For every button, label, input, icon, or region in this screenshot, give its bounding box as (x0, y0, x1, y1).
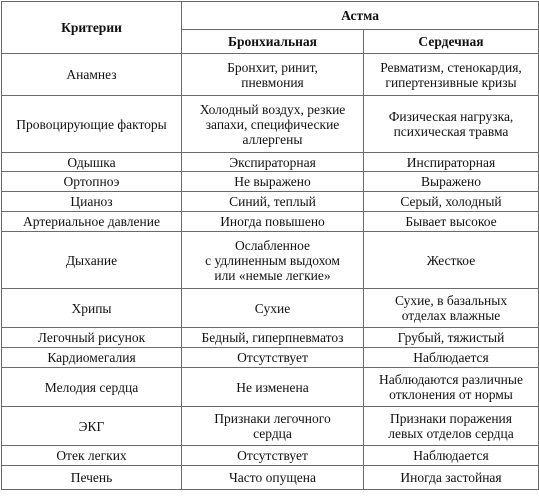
cell-text: Признаки легочного сердца (214, 411, 331, 441)
cell-text: Легочный рисунок (37, 330, 146, 345)
header-cardiac: Сердечная (364, 30, 539, 54)
cell-bronchial (182, 466, 364, 490)
cell-text: Кардиомегалия (47, 350, 136, 365)
cell-text: Не выражено (234, 174, 311, 189)
cell-text: Бывает высокое (405, 214, 497, 229)
cell-cardiac (364, 348, 539, 368)
cell-criterion (2, 192, 182, 212)
cell-criterion (2, 172, 182, 192)
cell-text: Бедный, гиперпневматоз (201, 330, 344, 345)
table-row (2, 446, 539, 466)
cell-criterion (2, 153, 182, 172)
cell-criterion (2, 407, 182, 446)
table-row (2, 348, 539, 368)
cell-cardiac (364, 172, 539, 192)
cell-text: Наблюдается (413, 448, 489, 463)
cell-text: Сухие (254, 300, 291, 316)
cell-bronchial (182, 172, 364, 192)
cell-cardiac (364, 407, 539, 446)
cell-cardiac (364, 192, 539, 212)
cell-cardiac (364, 446, 539, 466)
cell-text: Серый, холодный (400, 194, 502, 209)
table-row (2, 212, 539, 232)
cell-cardiac (364, 368, 539, 407)
cell-bronchial (182, 192, 364, 212)
cell-criterion (2, 54, 182, 96)
cell-cardiac (364, 212, 539, 232)
cell-bronchial (182, 153, 364, 172)
table-row (2, 289, 539, 328)
cell-text: Ревматизм, стенокардия, гипертензивные кризы (380, 59, 522, 90)
cell-text: Отсутствует (237, 350, 308, 365)
header-row-top (2, 2, 539, 30)
table-row (2, 368, 539, 407)
table-row (2, 466, 539, 490)
cell-cardiac (364, 153, 539, 172)
cell-bronchial (182, 368, 364, 407)
cell-text: Дыхание (65, 252, 118, 268)
header-criteria: Критерии (2, 2, 182, 54)
cell-text: Хрипы (71, 300, 112, 316)
cell-text: Отсутствует (237, 448, 308, 463)
table-row (2, 96, 539, 153)
cell-text: Экспираторная (229, 154, 316, 170)
cell-bronchial (182, 289, 364, 328)
cell-text: Жесткое (426, 252, 476, 268)
cell-text: Наблюдается (413, 350, 489, 365)
table-body (2, 54, 539, 490)
table-row (2, 192, 539, 212)
cell-text: Ортопноэ (63, 174, 120, 189)
table-row (2, 407, 539, 446)
cell-bronchial (182, 328, 364, 348)
cell-text: Выражено (421, 174, 481, 189)
cell-criterion (2, 328, 182, 348)
cell-criterion (2, 289, 182, 328)
cell-cardiac (364, 289, 539, 328)
comparison-table (1, 1, 539, 490)
cell-text: Наблюдаются различные отклонения от нормы (379, 372, 523, 402)
table-row (2, 153, 539, 172)
table-row (2, 232, 539, 289)
cell-bronchial (182, 212, 364, 232)
table-row (2, 172, 539, 192)
cell-bronchial (182, 232, 364, 289)
cell-text: Анамнез (66, 67, 117, 82)
cell-text: Отек легких (56, 448, 127, 463)
cell-text: Часто опущена (229, 470, 316, 485)
cell-text: Мелодия сердца (44, 379, 139, 395)
header-asthma: Астма (182, 2, 539, 30)
cell-criterion (2, 368, 182, 407)
cell-criterion (2, 96, 182, 153)
cell-criterion (2, 348, 182, 368)
cell-text: Бронхит, ринит, пневмония (227, 59, 318, 90)
cell-text: Цианоз (70, 194, 113, 209)
cell-text: Ослабленное с удлиненным выдохом или «немые легкие» (205, 237, 340, 283)
cell-text: Артериальное давление (23, 214, 160, 229)
cell-text: ЭКГ (78, 418, 105, 434)
cell-text: Одышка (67, 154, 116, 170)
cell-cardiac (364, 54, 539, 96)
cell-text: Сухие, в базальных отделах влажные (394, 293, 508, 323)
cell-text: Признаки поражения левых отделов сердца (388, 411, 514, 441)
cell-text: Не изменена (236, 379, 309, 395)
cell-bronchial (182, 446, 364, 466)
cell-cardiac (364, 232, 539, 289)
cell-bronchial (182, 96, 364, 153)
cell-bronchial (182, 407, 364, 446)
cell-text: Печень (70, 470, 113, 485)
cell-text: Физическая нагрузка, психическая травма (388, 109, 514, 139)
cell-criterion (2, 232, 182, 289)
cell-text: Иногда повышено (220, 214, 325, 229)
header-bronchial: Бронхиальная (182, 30, 364, 54)
table-row (2, 54, 539, 96)
cell-text: Холодный воздух, резкие запахи, специфические аллергены (199, 101, 346, 147)
cell-cardiac (364, 466, 539, 490)
cell-cardiac (364, 328, 539, 348)
cell-text: Иногда застойная (400, 470, 502, 485)
cell-criterion (2, 466, 182, 490)
cell-criterion (2, 212, 182, 232)
cell-text: Провоцирующие факторы (16, 116, 167, 132)
cell-text: Синий, теплый (229, 194, 316, 209)
cell-text: Инспираторная (406, 154, 496, 170)
cell-cardiac (364, 96, 539, 153)
cell-criterion (2, 446, 182, 466)
cell-text: Грубый, тяжистый (397, 330, 505, 345)
table-row (2, 328, 539, 348)
cell-bronchial (182, 348, 364, 368)
cell-bronchial (182, 54, 364, 96)
